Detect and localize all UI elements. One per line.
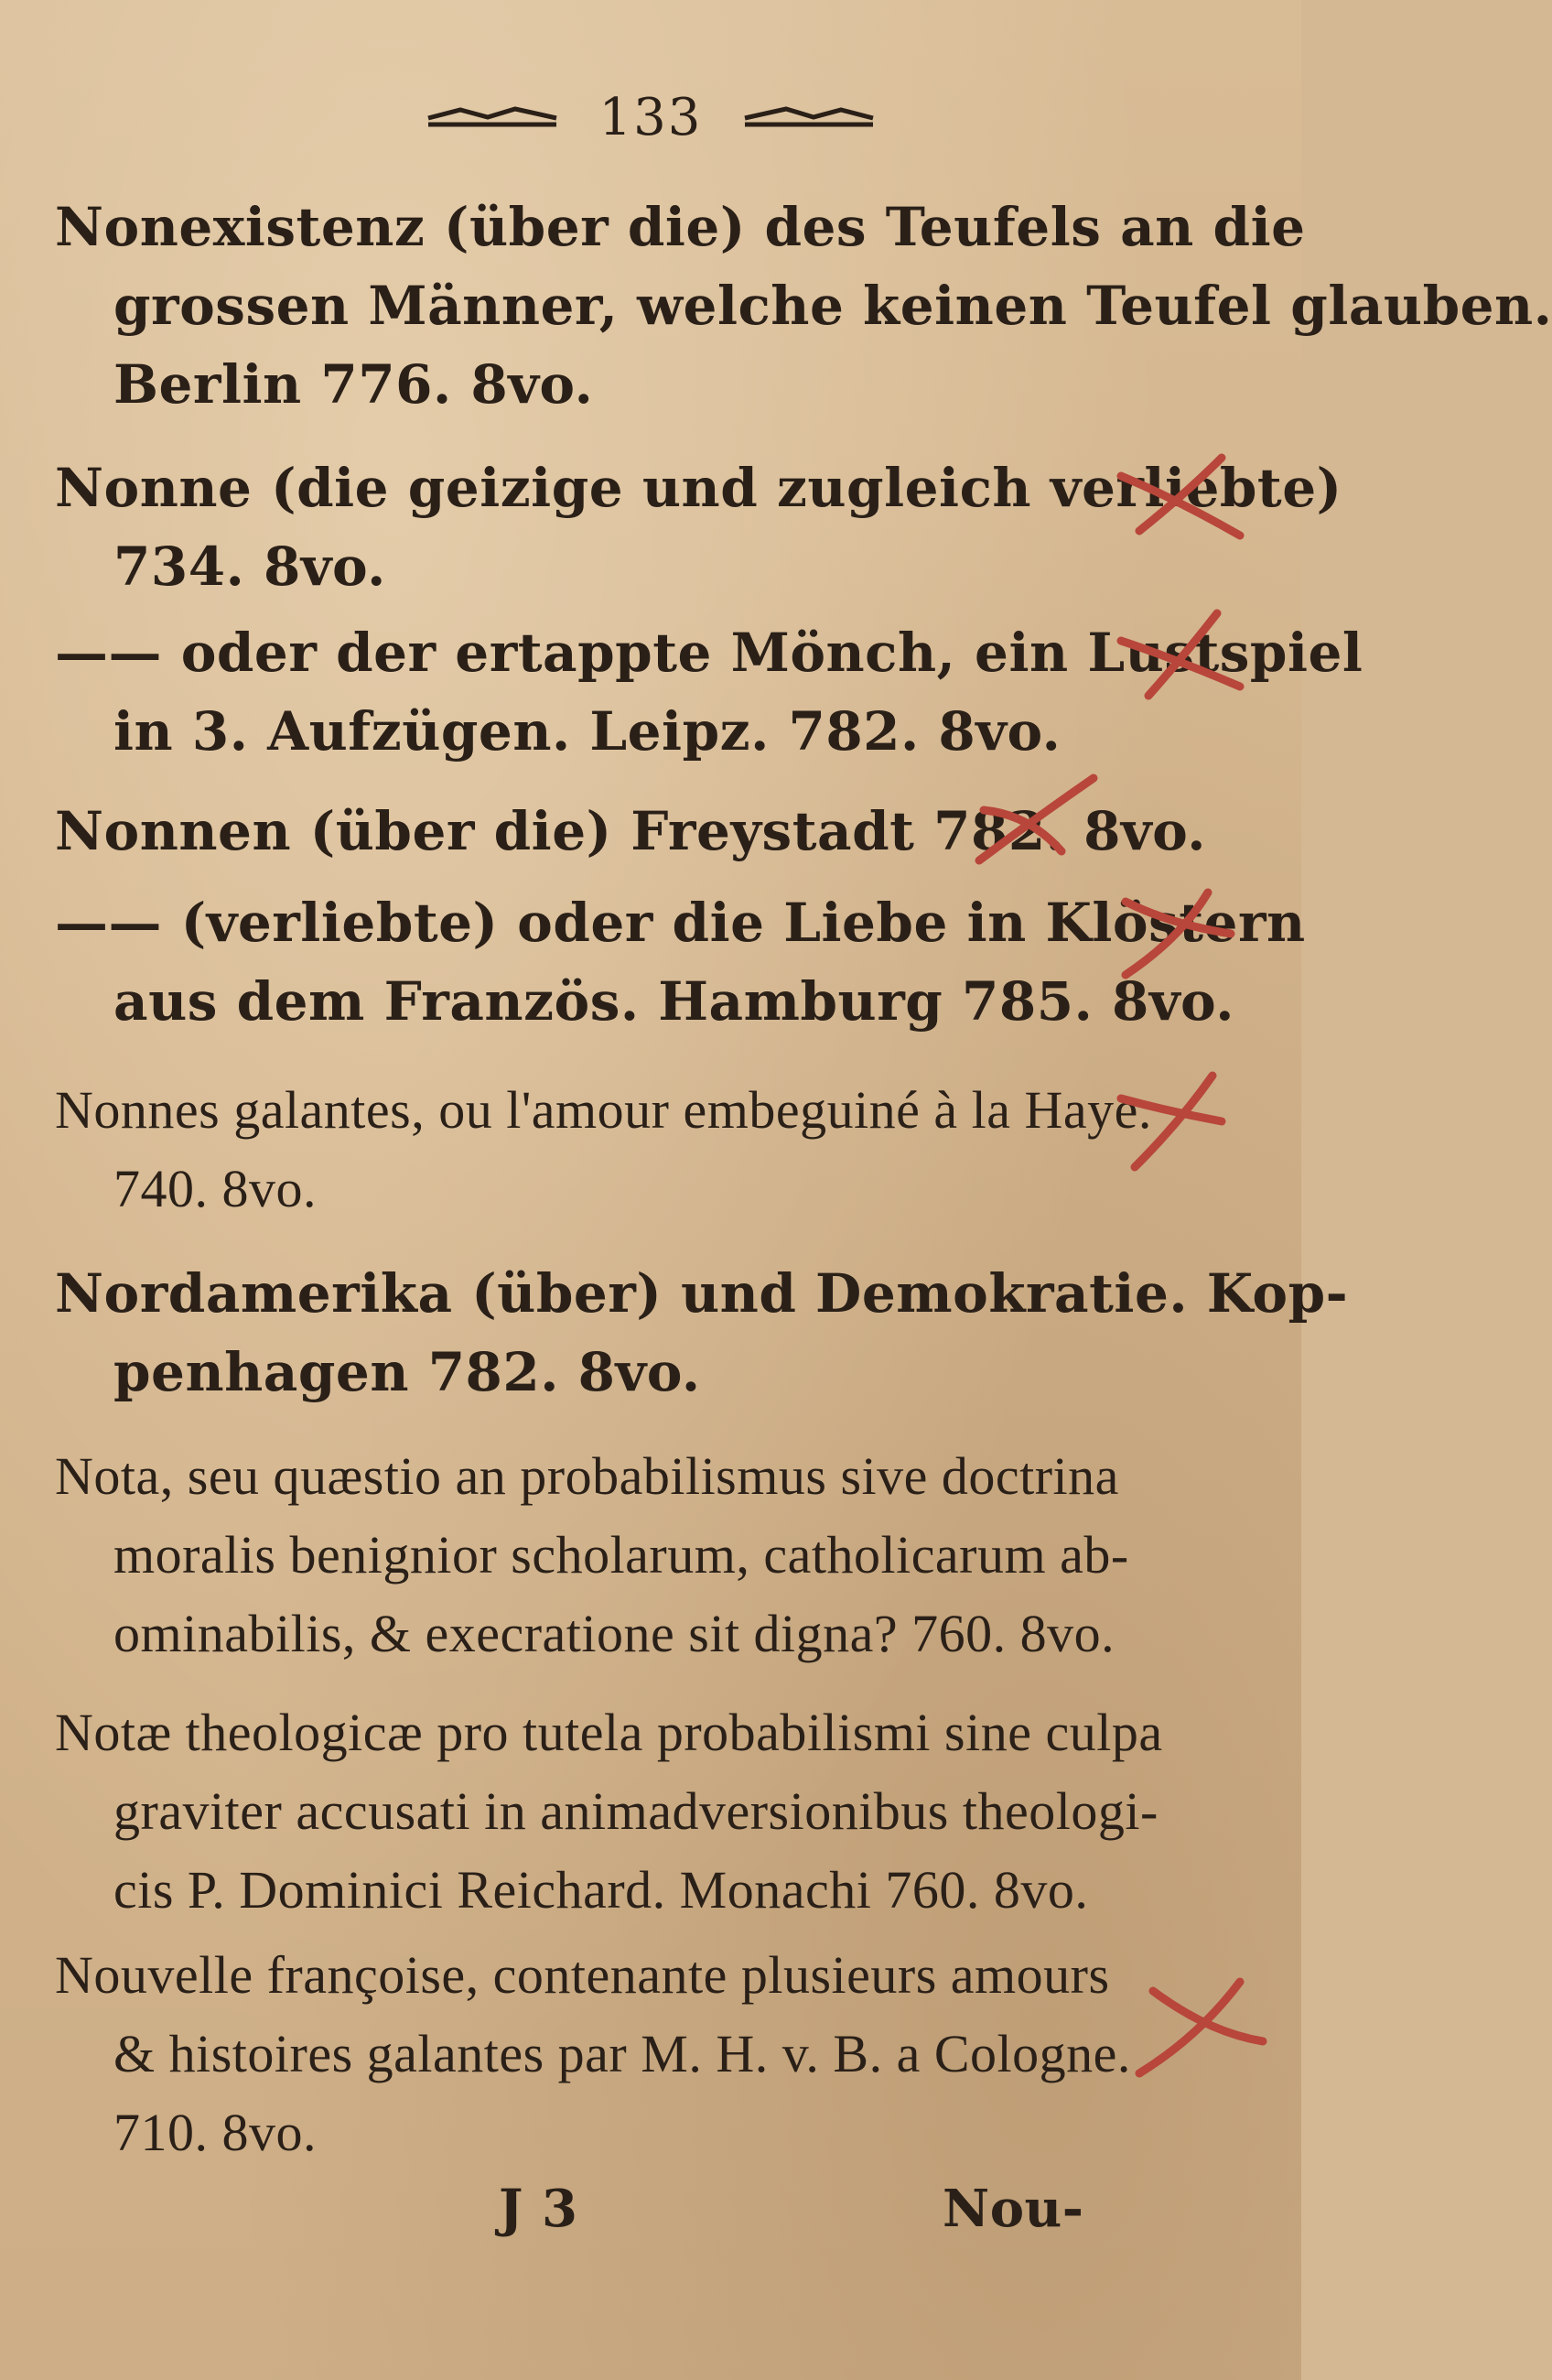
catalog-entry (55, 1437, 1129, 1673)
red-cross-mark-icon (1107, 883, 1245, 984)
entry-line: ominabilis, & execratione sit digna? 760. 8vo. (113, 1604, 1116, 1663)
red-cross-mark-icon (1112, 604, 1249, 705)
entry-line: Nota, seu quæstio an probabilismus sive doctrina (55, 1446, 1119, 1506)
catalog-entry (55, 613, 1363, 771)
entry-line: 710. 8vo. (113, 2103, 317, 2162)
entry-line: Nonnen (über die) Freystadt 782. 8vo. (55, 800, 1206, 862)
catalog-entry (55, 1071, 1152, 1228)
catalog-entry (55, 449, 1342, 606)
entry-line: & histoires galantes par M. H. v. B. a Cologne. (113, 2024, 1131, 2083)
entry-line: Nordamerika (über) und Demokratie. Kop- (55, 1262, 1349, 1325)
entry-line: 734. 8vo. (113, 536, 386, 598)
entry-line: graviter accusati in animadversionibus theologi- (113, 1781, 1159, 1841)
red-cross-mark-icon (1112, 449, 1249, 549)
entry-line: grossen Männer, welche keinen Teufel glauben. (113, 275, 1552, 337)
signature-mark: J 3 (499, 2179, 578, 2239)
catalog-entry (55, 883, 1306, 1041)
catalog-entry (55, 188, 1552, 424)
catalog-entry (55, 792, 1206, 871)
red-cross-mark-icon (1107, 1071, 1245, 1172)
catalog-entry (55, 1693, 1163, 1930)
ornament-right-icon (740, 104, 878, 132)
entry-line: Nonne (die geizige und zugleich verliebte) (55, 457, 1342, 519)
entry-line: aus dem Französ. Hamburg 785. 8vo. (113, 970, 1234, 1033)
entry-line: Nonnes galantes, ou l'amour embeguiné à la Haye. (55, 1080, 1152, 1140)
entry-line: in 3. Aufzügen. Leipz. 782. 8vo. (113, 700, 1062, 763)
entry-line: 740. 8vo. (113, 1159, 317, 1218)
entry-line: Notæ theologicæ pro tutela probabilismi sine culpa (55, 1703, 1163, 1762)
red-cross-mark-icon (1135, 1977, 1272, 2078)
catalog-entry (55, 1254, 1349, 1412)
catalog-entry (55, 1936, 1131, 2172)
entry-line: cis P. Dominici Reichard. Monachi 760. 8vo. (113, 1860, 1089, 1920)
entry-line: —— (verliebte) oder die Liebe in Klöstern (55, 892, 1306, 954)
catchword: Nou- (943, 2179, 1084, 2239)
ornament-left-icon (424, 104, 561, 132)
entry-line: Nonexistenz (über die) des Teufels an die (55, 196, 1306, 258)
page-header (0, 84, 1301, 147)
page-number: 133 (598, 88, 703, 147)
red-cross-mark-icon (965, 769, 1103, 870)
entry-line: moralis benignior scholarum, catholicarum ab- (113, 1525, 1129, 1585)
entry-line: —— oder der ertappte Mönch, ein Lustspiel (55, 622, 1363, 684)
entry-line: Nouvelle françoise, contenante plusieurs amours (55, 1945, 1110, 2005)
entry-line: penhagen 782. 8vo. (113, 1341, 701, 1403)
entry-line: Berlin 776. 8vo. (113, 353, 594, 416)
